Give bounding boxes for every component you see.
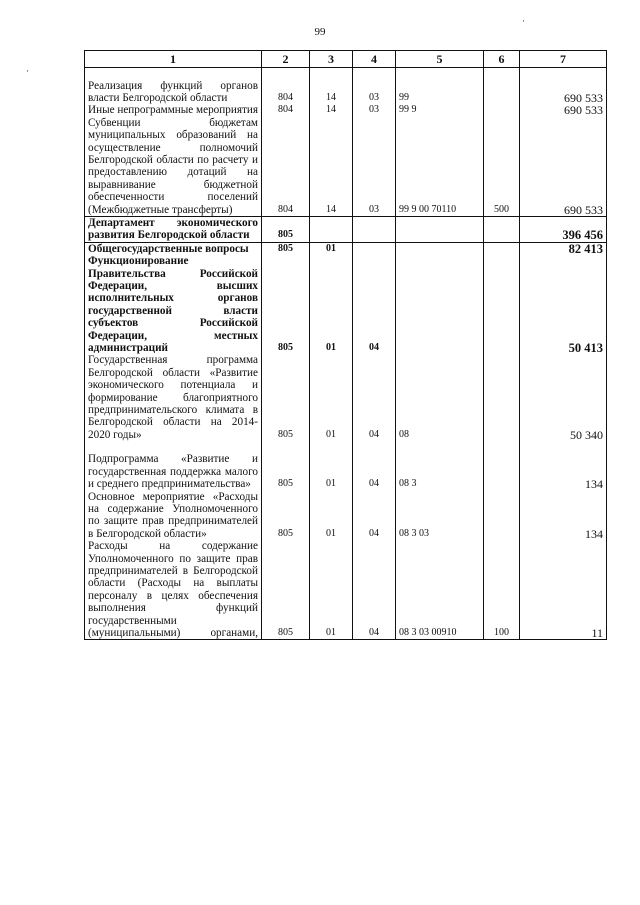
- row-c6: 500: [484, 117, 520, 217]
- row-c5: 99 9: [396, 104, 484, 116]
- row-name: Государственная программа Белгородской области «Развитие экономического потенциала и формирование благоприятного предпринимательского климата в Белгородской области на 2014-2020 годы»: [85, 354, 262, 441]
- row-c7: 50 413: [520, 255, 607, 354]
- table-row: [85, 540, 607, 640]
- row-name: Иные непрограммные мероприятия: [85, 104, 262, 116]
- header-row: [85, 51, 607, 68]
- row-c6: [484, 491, 520, 541]
- row-name: Общегосударственные вопросы: [85, 242, 262, 255]
- scan-mark: ·: [522, 16, 525, 26]
- column-header: 2: [262, 51, 310, 68]
- row-c2: 804: [262, 104, 310, 116]
- row-c3: 01: [310, 453, 353, 490]
- row-c4: 03: [353, 117, 396, 217]
- table-row: [85, 242, 607, 255]
- row-c2: 804: [262, 117, 310, 217]
- row-c2: 805: [262, 255, 310, 354]
- row-name: Реализация функций органов власти Белгородской области: [85, 80, 262, 105]
- row-c5: [396, 242, 484, 255]
- row-c4: 04: [353, 491, 396, 541]
- row-c7: 396 456: [520, 216, 607, 242]
- row-c5: [396, 255, 484, 354]
- row-c4: [353, 216, 396, 242]
- row-name: Департамент экономического развития Белгородской области: [85, 216, 262, 242]
- row-c4: 03: [353, 80, 396, 105]
- row-c3: 14: [310, 104, 353, 116]
- budget-table: [84, 50, 607, 640]
- row-c5: [396, 216, 484, 242]
- row-c3: 14: [310, 117, 353, 217]
- row-c5: 99 9 00 70110: [396, 117, 484, 217]
- row-c6: 100: [484, 540, 520, 640]
- row-c4: 03: [353, 104, 396, 116]
- row-name: Функционирование Правительства Российской Федерации, высших исполнительных органов государственной власти субъектов Российской Федерации, местных администраций: [85, 255, 262, 354]
- table-row: [85, 104, 607, 116]
- row-c6: [484, 242, 520, 255]
- row-name: Подпрограмма «Развитие и государственная поддержка малого и среднего предпринимательства»: [85, 453, 262, 490]
- row-name: Расходы на содержание Уполномоченного по защите прав предпринимателей в Белгородской области (Расходы на выплаты персоналу в целях обеспечения выполнения функций государственными (муниципальными) органами,: [85, 540, 262, 640]
- row-c7: 134: [520, 453, 607, 490]
- column-header: 3: [310, 51, 353, 68]
- row-c6: [484, 80, 520, 105]
- row-c6: [484, 354, 520, 441]
- column-header: 7: [520, 51, 607, 68]
- table-row: [85, 354, 607, 441]
- row-c6: [484, 104, 520, 116]
- row-c2: 804: [262, 80, 310, 105]
- row-c3: 14: [310, 80, 353, 105]
- row-c4: 04: [353, 453, 396, 490]
- row-c3: 01: [310, 242, 353, 255]
- row-c4: 04: [353, 255, 396, 354]
- row-c6: [484, 255, 520, 354]
- row-c7: 690 533: [520, 117, 607, 217]
- table-row: [85, 80, 607, 105]
- row-c5: 08 3 03: [396, 491, 484, 541]
- margin-mark: ·: [26, 66, 29, 76]
- column-header: 1: [85, 51, 262, 68]
- row-c7: 134: [520, 491, 607, 541]
- row-c2: 805: [262, 354, 310, 441]
- row-c2: 805: [262, 453, 310, 490]
- row-c7: 690 533: [520, 80, 607, 105]
- table-row: [85, 453, 607, 490]
- table-row: [85, 216, 607, 242]
- row-c3: 01: [310, 540, 353, 640]
- row-c3: 01: [310, 255, 353, 354]
- table-row: [85, 117, 607, 217]
- row-c4: 04: [353, 354, 396, 441]
- column-header: 4: [353, 51, 396, 68]
- row-c7: 82 413: [520, 242, 607, 255]
- column-header: 5: [396, 51, 484, 68]
- row-c7: 690 533: [520, 104, 607, 116]
- row-c2: 805: [262, 540, 310, 640]
- row-c2: 805: [262, 216, 310, 242]
- row-c5: 08 3: [396, 453, 484, 490]
- column-header: 6: [484, 51, 520, 68]
- page-number: 99: [314, 26, 326, 38]
- row-c4: 04: [353, 540, 396, 640]
- row-c6: [484, 216, 520, 242]
- row-c2: 805: [262, 242, 310, 255]
- row-c5: 08 3 03 00910: [396, 540, 484, 640]
- row-c3: 01: [310, 491, 353, 541]
- row-c5: 08: [396, 354, 484, 441]
- row-name: Субвенции бюджетам муниципальных образований на осуществление полномочий Белгородской области по расчету и предоставлению дотаций на выравнивание бюджетной обеспеченности поселений (Межбюджетные трансферты): [85, 117, 262, 217]
- row-c4: [353, 242, 396, 255]
- row-c3: 01: [310, 354, 353, 441]
- row-c5: 99: [396, 80, 484, 105]
- row-c7: 11: [520, 540, 607, 640]
- table-row: [85, 491, 607, 541]
- row-c6: [484, 453, 520, 490]
- row-c3: [310, 216, 353, 242]
- row-c7: 50 340: [520, 354, 607, 441]
- table-row: [85, 255, 607, 354]
- row-name: Основное мероприятие «Расходы на содержание Уполномоченного по защите прав предпринимателей в Белгородской области»: [85, 491, 262, 541]
- row-c2: 805: [262, 491, 310, 541]
